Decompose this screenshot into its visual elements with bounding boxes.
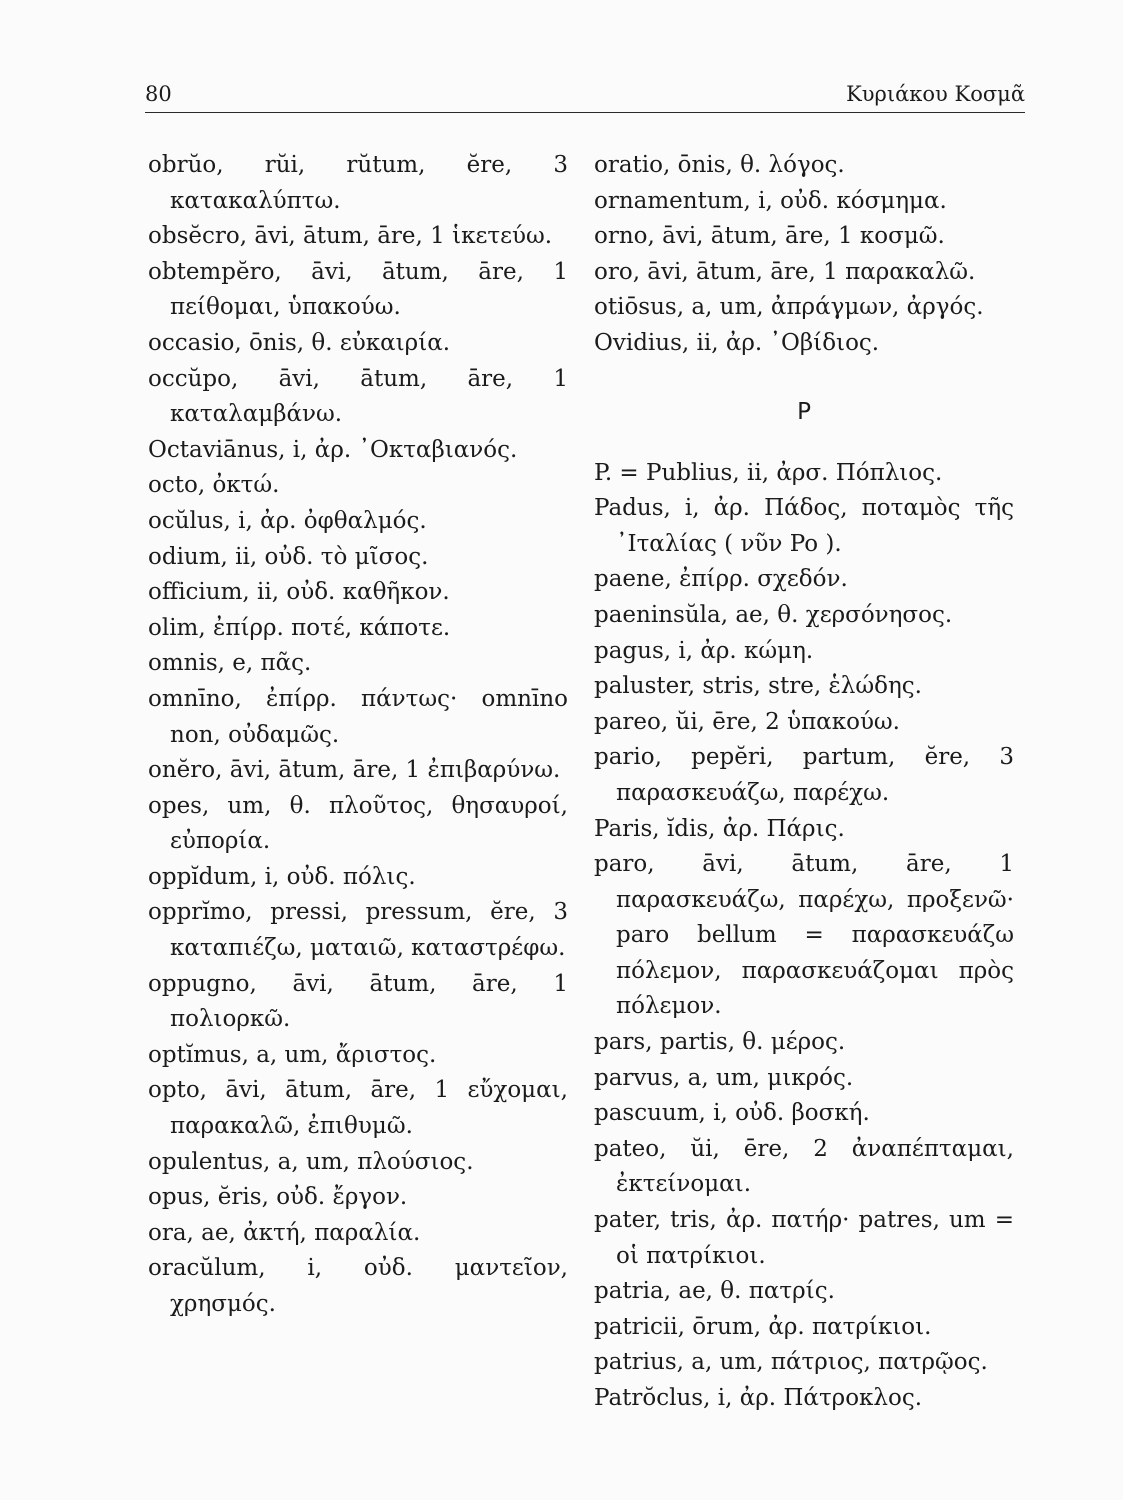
dictionary-entry: pascuum, i, οὐδ. βοσκή. (594, 1100, 870, 1127)
dictionary-entry: optĭmus, a, um, ἄριστος. (148, 1041, 437, 1068)
letter-section-heading: P (797, 398, 811, 425)
dictionary-entry: opus, ĕris, οὐδ. ἔργον. (148, 1184, 408, 1211)
dictionary-entry: paene, ἐπίρρ. σχεδόν. (594, 566, 848, 593)
dictionary-entry: occŭpo, āvi, ātum, āre, 1 καταλαμβάνω. (148, 365, 568, 428)
right-column (594, 148, 1014, 1417)
dictionary-entry: paeninsŭla, ae, θ. χερσόνησος. (594, 601, 953, 628)
dictionary-entry: ora, ae, ἀκτή, παραλία. (148, 1219, 421, 1246)
dictionary-entry: patria, ae, θ. πατρίς. (594, 1278, 835, 1305)
dictionary-entry: oro, āvi, ātum, āre, 1 παρακαλῶ. (594, 258, 976, 285)
dictionary-entry: patricii, ōrum, ἀρ. πατρίκιοι. (594, 1313, 932, 1340)
page-header (145, 78, 1025, 113)
dictionary-entry: paro, āvi, ātum, āre, 1 παρασκευάζω, παρέχω, προξενῶ· paro bellum = παρασκευάζω πόλεμον, παρασκευάζομαι πρὸς πόλεμον. (594, 851, 1014, 1020)
dictionary-entry: omnis, e, πᾶς. (148, 650, 312, 677)
dictionary-entry: onĕro, āvi, ātum, āre, 1 ἐπιβαρύνω. (148, 757, 561, 784)
dictionary-entry: pater, tris, ἀρ. πατήρ· patres, um = οἱ πατρίκιοι. (594, 1207, 1014, 1269)
dictionary-entry: obrŭo, rŭi, rŭtum, ĕre, 3 κατακαλύπτω. (148, 152, 568, 214)
dictionary-entry: paluster, stris, stre, ἑλώδης. (594, 673, 922, 700)
dictionary-entry: ornamentum, i, οὐδ. κόσμημα. (594, 187, 947, 214)
dictionary-entry: Octaviānus, i, ἀρ. ᾿Οκταβιανός. (148, 436, 518, 463)
dictionary-entry: obsĕcro, āvi, ātum, āre, 1 ἱκετεύω. (148, 223, 553, 250)
dictionary-entry: olim, ἐπίρρ. ποτέ, κάποτε. (148, 614, 451, 641)
dictionary-entry: Padus, i, ἀρ. Πάδος, ποταμὸς τῆς ᾿Ιταλίας ( νῦν Po ). (594, 495, 1014, 557)
dictionary-entry: pars, partis, θ. μέρος. (594, 1029, 846, 1056)
dictionary-entry: officium, ii, οὐδ. καθῆκον. (148, 579, 450, 606)
dictionary-entry: oratio, ōnis, θ. λόγος. (594, 152, 845, 178)
dictionary-entry: Patrŏclus, i, ἀρ. Πάτροκλος. (594, 1385, 923, 1411)
dictionary-entry: oracŭlum, i, οὐδ. μαντεῖον, χρησμός. (148, 1255, 568, 1317)
left-column (148, 148, 568, 1323)
dictionary-entry: obtempĕro, āvi, ātum, āre, 1 πείθομαι, ὑπακούω. (148, 258, 568, 321)
page-number: 80 (145, 82, 172, 106)
dictionary-entry: odium, ii, οὐδ. τὸ μῖσος. (148, 543, 429, 570)
dictionary-entry: Paris, ĭdis, ἀρ. Πάρις. (594, 815, 845, 842)
dictionary-entry: octo, ὀκτώ. (148, 472, 280, 499)
dictionary-entry: opulentus, a, um, πλούσιος. (148, 1148, 474, 1175)
dictionary-entry: pagus, i, ἀρ. κώμη. (594, 637, 814, 664)
dictionary-entry: opto, āvi, ātum, āre, 1 εὔχομαι, παρακαλῶ, ἐπιθυμῶ. (148, 1077, 568, 1140)
dictionary-entry: patrius, a, um, πάτριος, πατρῷος. (594, 1349, 988, 1376)
dictionary-entry: ocŭlus, i, ἀρ. ὀφθαλμός. (148, 507, 427, 534)
dictionary-entry: pateo, ŭi, ēre, 2 ἀναπέπταμαι, ἐκτείνομαι. (594, 1135, 1014, 1198)
dictionary-entry: occasio, ōnis, θ. εὐκαιρία. (148, 329, 451, 356)
dictionary-entry: opprĭmo, pressi, pressum, ĕre, 3 καταπιέζω, ματαιῶ, καταστρέφω. (148, 899, 568, 962)
dictionary-entry: parvus, a, um, μικρός. (594, 1064, 854, 1091)
dictionary-entry: oppugno, āvi, ātum, āre, 1 πολιορκῶ. (148, 970, 568, 1033)
dictionary-entry: Ovidius, ii, ἀρ. ᾿Οβίδιος. (594, 329, 880, 356)
dictionary-entry: opes, um, θ. πλοῦτος, θησαυροί, εὐπορία. (148, 792, 568, 855)
dictionary-entry: orno, āvi, ātum, āre, 1 κοσμῶ. (594, 223, 945, 250)
dictionary-entry: omnīno, ἐπίρρ. πάντως· omnīno non, οὐδαμῶς. (148, 685, 568, 748)
dictionary-entry: otiōsus, a, um, ἀπράγμων, ἀργός. (594, 294, 984, 321)
dictionary-entry: pario, pepĕri, partum, ĕre, 3 παρασκευάζω, παρέχω. (594, 744, 1014, 806)
running-head: Κυριάκου Κοσμᾶ (846, 82, 1025, 106)
dictionary-entry: oppĭdum, i, οὐδ. πόλις. (148, 863, 416, 890)
dictionary-entry: P. = Publius, ii, ἀρσ. Πόπλιος. (594, 459, 943, 486)
dictionary-entry: pareo, ŭi, ēre, 2 ὑπακούω. (594, 708, 900, 735)
